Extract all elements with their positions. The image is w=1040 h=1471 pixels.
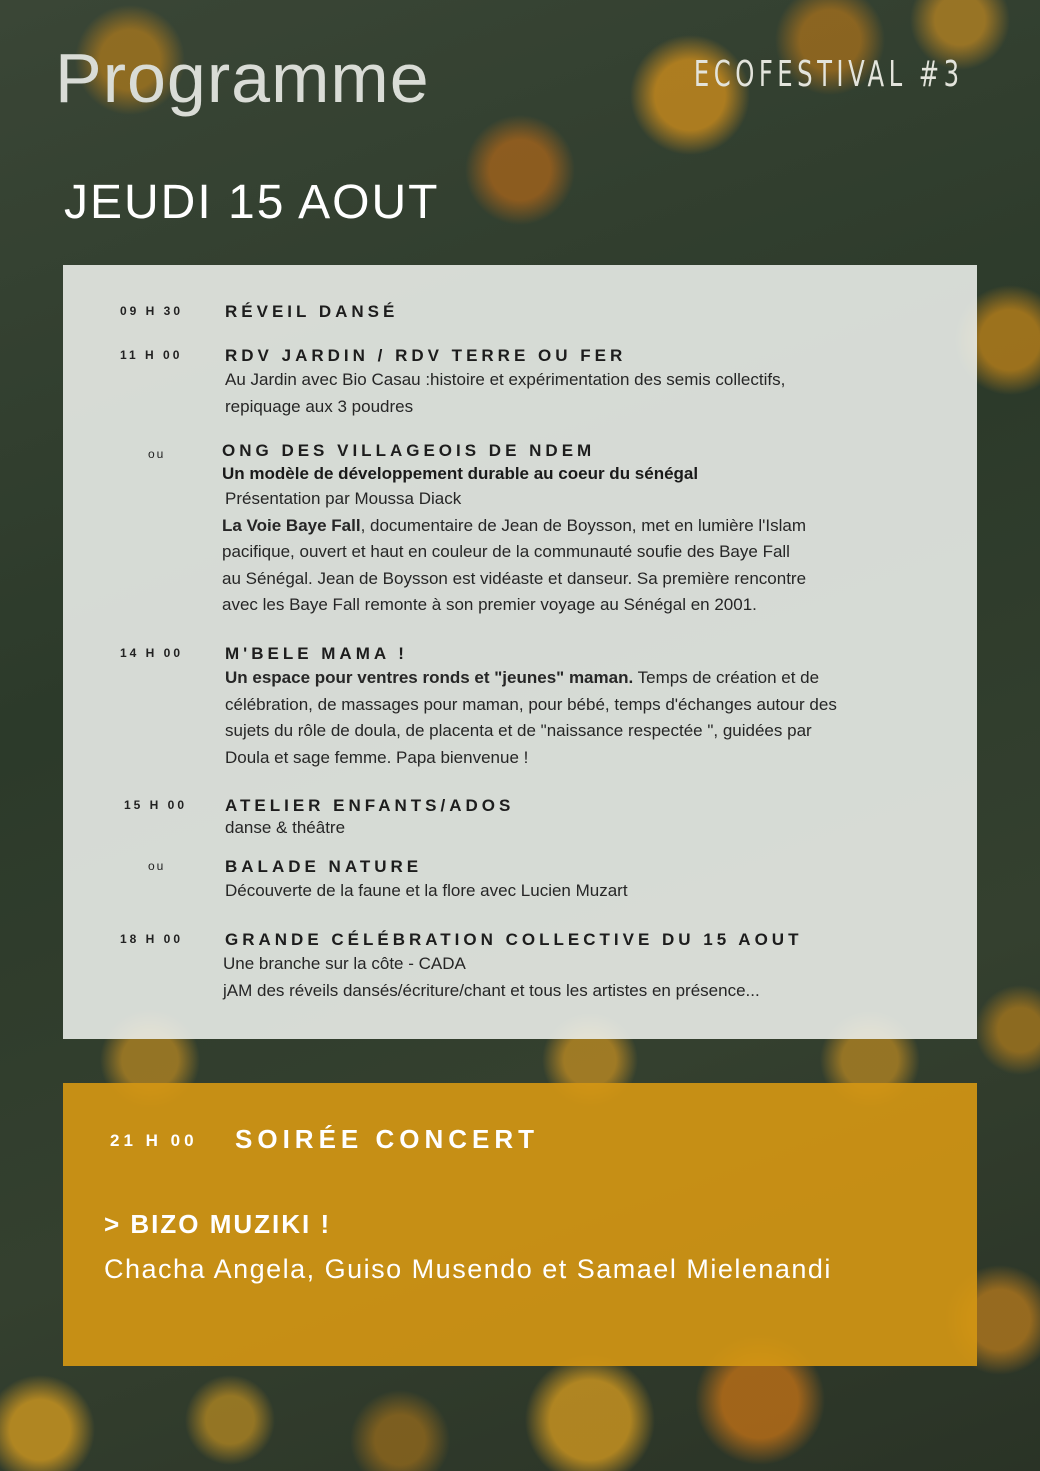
event-text: avec les Baye Fall remonte à son premier voyage au Sénégal en 2001. (222, 595, 757, 614)
event-time: 11 H 00 (120, 348, 183, 362)
event-text: Une branche sur la côte - CADA (223, 954, 466, 973)
film-title: La Voie Baye Fall (222, 515, 361, 535)
concert-panel (63, 1083, 977, 1366)
event-presenter: Présentation par Moussa Diack (225, 489, 462, 508)
concert-band: > BIZO MUZIKI ! (104, 1209, 332, 1239)
event-time: 09 H 30 (120, 304, 184, 318)
event-title: RÉVEIL DANSÉ (225, 302, 399, 321)
event-text: pacifique, ouvert et haut en couleur de la communauté soufie des Baye Fall (222, 542, 790, 561)
event-title: ONG DES VILLAGEOIS DE NDEM (222, 441, 596, 460)
event-text: Découverte de la faune et la flore avec Lucien Muzart (225, 881, 628, 900)
event-text: danse & théâtre (225, 818, 346, 837)
concert-artists: Chacha Angela, Guiso Musendo et Samael Mielenandi (104, 1254, 832, 1284)
event-text: Doula et sage femme. Papa bienvenue ! (225, 747, 529, 767)
film-description: , documentaire de Jean de Boysson, met en lumière l'Islam (360, 515, 807, 535)
event-text: jAM des réveils dansés/écriture/chant et tous les artistes en présence... (223, 980, 760, 1000)
schedule-panel (63, 265, 977, 1039)
concert-time: 21 H 00 (110, 1131, 198, 1150)
event-text: au Sénégal. Jean de Boysson est vidéaste et danseur. Sa première rencontre (222, 568, 807, 588)
festival-name: ECOFESTIVAL #3 (694, 54, 964, 95)
event-title: BALADE NATURE (225, 857, 423, 876)
event-text: repiquage aux 3 poudres (225, 396, 414, 416)
event-text (225, 665, 960, 692)
event-text: Au Jardin avec Bio Casau :histoire et expérimentation des semis collectifs, (225, 370, 786, 389)
page-title: Programme (55, 39, 430, 117)
event-title: ATELIER ENFANTS/ADOS (225, 796, 515, 815)
event-title: M'BELE MAMA ! (225, 644, 408, 663)
event-text-rest: Temps de création et de (633, 668, 820, 687)
event-title: GRANDE CÉLÉBRATION COLLECTIVE DU 15 AOUT (225, 930, 803, 949)
event-text (222, 513, 957, 540)
event-time: 14 H 00 (120, 646, 184, 660)
event-time: 18 H 00 (120, 932, 184, 946)
event-or: ou (148, 447, 166, 461)
event-text: célébration, de massages pour maman, pour bébé, temps d'échanges autour des (225, 694, 837, 714)
event-title: RDV JARDIN / RDV TERRE OU FER (225, 346, 627, 365)
event-subtitle: Un modèle de développement durable au coeur du sénégal (222, 464, 699, 483)
event-text: sujets du rôle de doula, de placenta et de "naissance respectée ", guidées par (225, 721, 812, 740)
event-or: ou (148, 859, 166, 873)
day-heading: JEUDI 15 AOUT (64, 176, 440, 229)
event-highlight: Un espace pour ventres ronds et "jeunes" maman. (225, 668, 634, 687)
event-time: 15 H 00 (124, 798, 188, 812)
concert-title: SOIRÉE CONCERT (235, 1124, 540, 1154)
